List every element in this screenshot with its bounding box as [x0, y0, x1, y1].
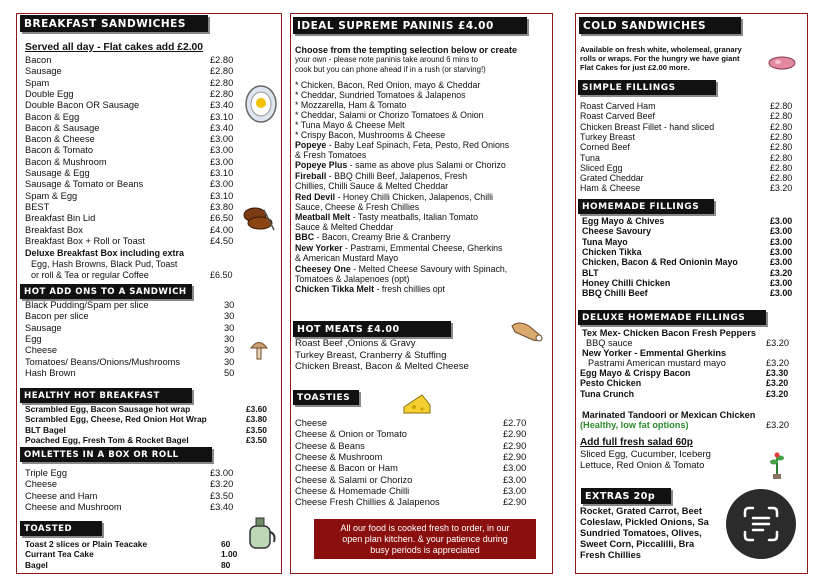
simple-item-name: Grated Cheddar [580, 173, 644, 184]
hotmeats-header: HOT MEATS £4.00 [293, 321, 451, 337]
addon-item-price: 30 [224, 300, 235, 310]
healthy-item-name: Poached Egg, Fresh Tom & Rocket Bagel [25, 434, 189, 445]
simple-item-name: Sliced Egg [580, 162, 623, 173]
panini-special-desc: - Honey Chilli Chicken, Jalapenos, Chilli [335, 191, 494, 202]
panini-special-desc: - same as above plus Salami or Chorizo [347, 160, 506, 171]
breakfast-item-name: Double Egg [25, 88, 74, 99]
notice-line-2: open plan kitchen. & your patience during [342, 534, 508, 544]
breakfast-item-name: Bacon & Tomato [25, 145, 94, 156]
addon-item-name: Black Pudding/Spam per slice [25, 300, 149, 310]
panini-option: * Mozzarella, Ham & Tomato [295, 100, 407, 110]
omelette-item-price: £3.40 [210, 501, 234, 512]
homemade-item-price: £3.20 [770, 267, 793, 278]
toasties-list [295, 418, 531, 508]
panini-special [295, 264, 507, 284]
omelette-item-price: £3.20 [210, 479, 234, 490]
toasted-list [25, 539, 239, 570]
cold-header: COLD SANDWICHES [579, 17, 741, 34]
simple-item-price: £2.80 [770, 152, 793, 163]
extras-line-1: Rocket, Grated Carrot, Beet [580, 506, 702, 516]
salad-title: Add full fresh salad 60p [580, 437, 693, 448]
breakfast-item-price: £3.40 [210, 100, 234, 111]
toastie-item-name: Cheese & Onion or Tomato [295, 429, 407, 440]
omelette-item-price: £3.50 [210, 490, 234, 501]
breakfast-item-name: Sausage [25, 66, 62, 77]
addons-list [25, 300, 239, 379]
breakfast-item-name: Bacon & Sausage [25, 122, 100, 133]
simple-item-name: Roast Carved Ham [580, 101, 656, 111]
homemade-item-name: Egg Mayo & Chives [582, 216, 665, 226]
omelette-item-price: £3.00 [210, 468, 234, 478]
deluxe-bbq-text: BBQ sauce [586, 338, 633, 348]
homemade-list [582, 216, 794, 298]
panini-intro-1: Choose from the tempting selection below or create [295, 45, 518, 55]
deluxe-item-name: Tuna Crunch [580, 388, 635, 399]
addons-header: HOT ADD ONS TO A SANDWICH [20, 284, 192, 299]
deluxe-pastrami-price: £3.20 [766, 358, 789, 368]
extras-line-4: Sweet Corn, Piccalilli, Bra [580, 539, 695, 549]
homemade-item-name: Cheese Savoury [582, 226, 652, 237]
addon-item-price: 30 [224, 356, 235, 367]
simple-item-price: £3.20 [770, 183, 793, 194]
panini-special-name: Red Devil [295, 191, 336, 202]
homemade-item-price: £3.00 [770, 236, 793, 247]
addon-item-name: Tomatoes/ Beans/Onions/Mushrooms [25, 356, 181, 367]
addon-item-name: Sausage [25, 322, 62, 333]
breakfast-item-name: Breakfast Bin Lid [25, 213, 96, 224]
panini-option: * Cheddar, Sundried Tomatoes & Jalapenos [295, 90, 466, 100]
toastie-item-name: Cheese & Beans [295, 440, 365, 451]
homemade-header: HOMEMADE FILLINGS [578, 199, 714, 214]
toastie-item-price: £3.00 [503, 474, 527, 485]
toastie-item-price: £2.70 [503, 418, 527, 428]
toasted-item-name: Bagel [25, 559, 48, 570]
simple-item-name: Chicken Breast Fillet - hand sliced [580, 121, 715, 132]
breakfast-item-name: Bacon [25, 55, 52, 65]
breakfast-panel [16, 13, 282, 574]
toastie-item-price: £2.90 [503, 429, 527, 440]
panini-option: * Crispy Bacon, Mushrooms & Cheese [295, 130, 446, 140]
simple-header: SIMPLE FILLINGS [578, 80, 716, 95]
panini-special-desc: - Baby Leaf Spinach, Feta, Pesto, Red Onions [326, 140, 510, 150]
panini-special-name: New Yorker [295, 243, 343, 254]
panini-special-name: Fireball [295, 171, 327, 182]
toastie-item-name: Cheese & Homemade Chilli [295, 485, 410, 496]
breakfast-item-price: £3.10 [210, 190, 234, 201]
breakfast-item-price: £2.80 [210, 66, 234, 77]
omelette-list [25, 468, 239, 513]
deluxe-healthy-price: £3.20 [766, 420, 789, 430]
deluxe-item-price: £3.20 [766, 388, 789, 399]
breakfast-item-price: £4.50 [210, 235, 234, 246]
healthy-item-price: £3.50 [246, 424, 267, 435]
simple-item-name: Ham & Cheese [580, 183, 641, 194]
homemade-item-price: £3.00 [770, 288, 793, 299]
breakfast-item-price: £3.00 [210, 156, 234, 167]
homemade-item-name: BLT [582, 267, 599, 278]
breakfast-item-name: Breakfast Box + Roll or Toast [25, 235, 145, 246]
salad-line-2: Lettuce, Red Onion & Tomato [580, 460, 705, 471]
panini-special-desc2: Sauce & Melted Cheddar [295, 222, 394, 232]
toastie-item-price: £3.00 [503, 485, 527, 496]
addon-item-price: 50 [224, 367, 235, 378]
breakfast-item-price: £4.00 [210, 224, 234, 235]
text-scan-button[interactable] [726, 489, 796, 559]
panini-special-name: Cheesey One [295, 263, 351, 274]
toasties-header: TOASTIES [293, 390, 359, 405]
toastie-item-name: Cheese & Bacon or Ham [295, 463, 398, 474]
breakfast-subtitle: Served all day - Flat cakes add £2.00 [25, 42, 204, 53]
panini-option: * Tuna Mayo & Cheese Melt [295, 120, 405, 130]
breakfast-item-name: Double Bacon OR Sausage [25, 100, 140, 111]
fresh-food-notice [314, 519, 536, 559]
teapot-icon [244, 512, 278, 552]
hotmeat-item: Roast Beef ,Onions & Gravy [295, 338, 416, 349]
panini-special-desc: - Tasty meatballs, Italian Tomato [350, 212, 479, 222]
breakfast-item-name: Spam [25, 77, 50, 88]
pickle-icon [766, 54, 798, 72]
panini-special-desc: - Pastrami, Emmental Cheese, Gherkins [342, 243, 503, 254]
deluxe-box-line2: Egg, Hash Browns, Black Pud, Toast [31, 259, 178, 269]
panini-special [295, 160, 506, 170]
toasted-item-name: Currant Tea Cake [25, 549, 94, 560]
panini-special [295, 212, 478, 232]
sausage-icon [240, 204, 276, 234]
mushroom-icon [249, 337, 269, 363]
healthy-list [25, 404, 273, 445]
breakfast-item-price: £3.00 [210, 134, 234, 145]
breakfast-item-name: Bacon & Cheese [25, 134, 95, 145]
toasted-item-name: Toast 2 slices or Plain Teacake [25, 539, 148, 549]
panini-special [295, 171, 467, 191]
healthy-item-name: Scrambled Egg, Bacon Sausage hot wrap [25, 404, 191, 414]
simple-item-price: £2.80 [770, 173, 793, 184]
toasted-header: TOASTED [20, 521, 102, 536]
breakfast-item-name: Sausage & Tomato or Beans [25, 179, 144, 190]
simple-item-price: £2.80 [770, 131, 793, 142]
breakfast-item-price: £3.10 [210, 168, 234, 178]
deluxe-item-price: £3.20 [766, 378, 789, 389]
simple-item-price: £2.80 [770, 101, 793, 111]
omelette-item-name: Cheese and Mushroom [25, 501, 122, 512]
homemade-item-price: £3.00 [770, 216, 793, 226]
breakfast-item-price: £2.80 [210, 55, 234, 65]
homemade-item-name: Chicken, Bacon & Red Onionin Mayo [582, 257, 738, 268]
addon-item-name: Cheese [25, 345, 58, 356]
simple-item-name: Corned Beef [580, 142, 630, 153]
hotmeat-item: Chicken Breast, Bacon & Melted Cheese [295, 361, 469, 372]
panini-intro-2-text: your own - please note paninis take around 6 mins to [295, 55, 478, 64]
deluxe-list [580, 368, 794, 399]
deluxe-texmex-text: Tex Mex- Chicken Bacon Fresh Peppers [582, 328, 756, 338]
panini-special-desc: - Melted Cheese Savoury with Spinach, [350, 263, 508, 274]
breakfast-item-price: £2.80 [210, 77, 234, 88]
breakfast-list [25, 55, 237, 247]
toastie-item-price: £2.90 [503, 440, 527, 451]
toastie-item-price: £2.90 [503, 497, 527, 508]
toastie-item-name: Cheese [295, 418, 328, 428]
paninis-panel [290, 13, 553, 574]
simple-item-price: £2.80 [770, 111, 793, 122]
panini-special [295, 232, 450, 242]
healthy-item-price: £3.80 [246, 414, 267, 425]
addon-item-price: 30 [224, 333, 235, 344]
panini-option: * Chicken, Bacon, Red Onion, mayo & Cheddar [295, 80, 481, 90]
homemade-item-name: Tuna Mayo [582, 236, 628, 247]
toasted-item-price: 60 [221, 539, 231, 549]
cheese-icon [402, 391, 432, 417]
toastie-item-name: Cheese & Salami or Chorizo [295, 474, 413, 485]
panini-special [295, 284, 445, 294]
homemade-item-price: £3.00 [770, 246, 793, 257]
notice-line-3: busy periods is appreciated [370, 545, 480, 555]
deluxe-item-name: Egg Mayo & Crispy Bacon [580, 368, 691, 378]
healthy-item-name: BLT Bagel [25, 424, 66, 435]
panini-option: * Cheddar, Salami or Chorizo Tomatoes & Onion [295, 110, 484, 120]
homemade-item-price: £3.00 [770, 226, 793, 237]
omelette-item-name: Cheese and Ham [25, 490, 98, 501]
panini-special-desc2: Sauce, Cheese & Fresh Chillies [295, 201, 420, 212]
panini-intro-3: cook but you can phone ahead if in a rush (or starving!) [295, 65, 486, 74]
omelette-item-name: Cheese [25, 479, 58, 490]
egg-plate-icon [244, 84, 278, 124]
addon-item-name: Egg [25, 333, 42, 344]
panini-special-desc2: & American Mustard Mayo [295, 253, 399, 264]
omelette-header: OMLETTES IN A BOX OR ROLL [20, 447, 212, 462]
panini-special-desc2: Chillies, Chilli Sauce & Melted Cheddar [295, 181, 449, 192]
panini-special-name: Popeye Plus [295, 160, 348, 171]
deluxe-item-price: £3.30 [766, 368, 789, 378]
breakfast-item-name: Spam & Egg [25, 190, 78, 201]
panini-special-name: BBC [295, 232, 315, 243]
omelette-item-name: Triple Egg [25, 468, 68, 478]
breakfast-item-price: £3.80 [210, 201, 234, 212]
homemade-item-name: BBQ Chilli Beef [582, 288, 648, 299]
panini-special-name: Chicken Tikka Melt [295, 284, 375, 294]
breakfast-item-name: Bacon & Egg [25, 111, 80, 122]
deluxe-item-name: Pesto Chicken [580, 378, 642, 389]
deluxe-header: DELUXE HOMEMADE FILLINGS [578, 310, 766, 325]
breakfast-item-name: Bacon & Mushroom [25, 156, 107, 167]
breakfast-header: BREAKFAST SANDWICHES [20, 15, 208, 32]
deluxe-box-line1: Deluxe Breakfast Box including extra [25, 248, 185, 258]
extras-line-2: Coleslaw, Pickled Onions, Sa [580, 517, 709, 527]
toastie-item-name: Cheese Fresh Chillies & Jalapenos [295, 497, 440, 508]
extras-line-5: Fresh Chillies [580, 550, 641, 560]
panini-special [295, 243, 502, 263]
breakfast-item-name: Sausage & Egg [25, 168, 90, 178]
toastie-item-price: £2.90 [503, 451, 527, 462]
breakfast-item-price: £3.40 [210, 122, 234, 133]
deluxe-box-price: £6.50 [210, 270, 233, 280]
breakfast-item-name: BEST [25, 201, 50, 212]
panini-special [295, 140, 509, 160]
panini-special-name: Meatball Melt [295, 212, 351, 222]
breakfast-item-price: £6.50 [210, 213, 234, 224]
breakfast-item-price: £2.80 [210, 88, 234, 99]
simple-item-name: Tuna [580, 152, 600, 163]
addon-item-price: 30 [224, 322, 235, 333]
healthy-item-name: Scrambled Egg, Cheese, Red Onion Hot Wrap [25, 414, 207, 425]
extras-list [580, 506, 740, 561]
breakfast-item-name: Breakfast Box [25, 224, 83, 235]
addon-item-price: 30 [224, 311, 235, 322]
panini-special-desc2: & Fresh Tomatoes [295, 150, 367, 160]
healthy-item-price: £3.50 [246, 434, 267, 445]
simple-item-name: Roast Carved Beef [580, 111, 655, 122]
simple-list [580, 101, 794, 194]
plant-icon [768, 450, 786, 480]
breakfast-item-price: £3.00 [210, 145, 234, 156]
extras-line-3: Sundried Tomatoes, Olives, [580, 528, 702, 538]
toasted-item-price: 1.00 [221, 549, 238, 560]
homemade-item-price: £3.00 [770, 257, 793, 268]
text-scan-icon [741, 504, 781, 544]
homemade-item-price: £3.00 [770, 277, 793, 288]
addon-item-name: Bacon per slice [25, 311, 89, 322]
panini-special [295, 192, 493, 212]
cold-intro-1: Available on fresh white, wholemeal, granary [580, 45, 742, 54]
panini-special-desc: - BBQ Chilli Beef, Jalapenos, Fresh [326, 171, 468, 182]
panini-intro-2 [295, 55, 478, 65]
deluxe-newyorker-text: New Yorker - Emmental Gherkins [582, 348, 727, 358]
simple-item-price: £2.80 [770, 162, 793, 173]
panini-special-name: Popeye [295, 140, 327, 150]
toastie-item-price: £3.00 [503, 463, 527, 474]
breakfast-item-price: £3.00 [210, 179, 234, 190]
healthy-header: HEALTHY HOT BREAKFAST [20, 388, 192, 403]
addon-item-name: Hash Brown [25, 367, 76, 378]
salad-line-1: Sliced Egg, Cucumber, Iceberg [580, 449, 711, 460]
panini-header: IDEAL SUPREME PANINIS £4.00 [293, 17, 527, 34]
deluxe-tandoori-text: Marinated Tandoori or Mexican Chicken [582, 410, 756, 420]
deluxe-healthy-text: (Healthy, low fat options) [580, 420, 689, 430]
toasted-item-price: 80 [221, 559, 231, 570]
meat-icon [509, 318, 545, 344]
extras-header: EXTRAS 20p [581, 488, 671, 504]
cold-intro-3: Flat Cakes for just £2.00 more. [580, 63, 690, 72]
healthy-item-price: £3.60 [246, 404, 267, 414]
simple-item-name: Turkey Breast [580, 131, 635, 142]
addon-item-price: 30 [224, 345, 235, 356]
toastie-item-name: Cheese & Mushroom [295, 451, 383, 462]
simple-item-price: £2.80 [770, 142, 793, 153]
deluxe-box-line3: or roll & Tea or regular Coffee [31, 270, 149, 280]
homemade-item-name: Chicken Tikka [582, 246, 642, 257]
homemade-item-name: Honey Chilli Chicken [582, 277, 671, 288]
hotmeat-item: Turkey Breast, Cranberry & Stuffing [295, 349, 447, 361]
simple-item-price: £2.80 [770, 121, 793, 132]
notice-line-1: All our food is cooked fresh to order, in our [340, 523, 510, 533]
panini-special-desc: - fresh chillies opt [374, 284, 445, 294]
breakfast-item-price: £3.10 [210, 111, 234, 122]
cold-intro-2: rolls or wraps. For the hungry we have giant [580, 54, 740, 63]
deluxe-pastrami-text: Pastrami American mustard mayo [588, 358, 726, 368]
deluxe-bbq-price: £3.20 [766, 338, 789, 348]
panini-special-desc: - Bacon, Creamy Brie & Cranberry [314, 232, 451, 243]
panini-special-desc2: Tomatoes & Jalapenoes (opt) [295, 273, 410, 284]
cold-panel [575, 13, 808, 574]
